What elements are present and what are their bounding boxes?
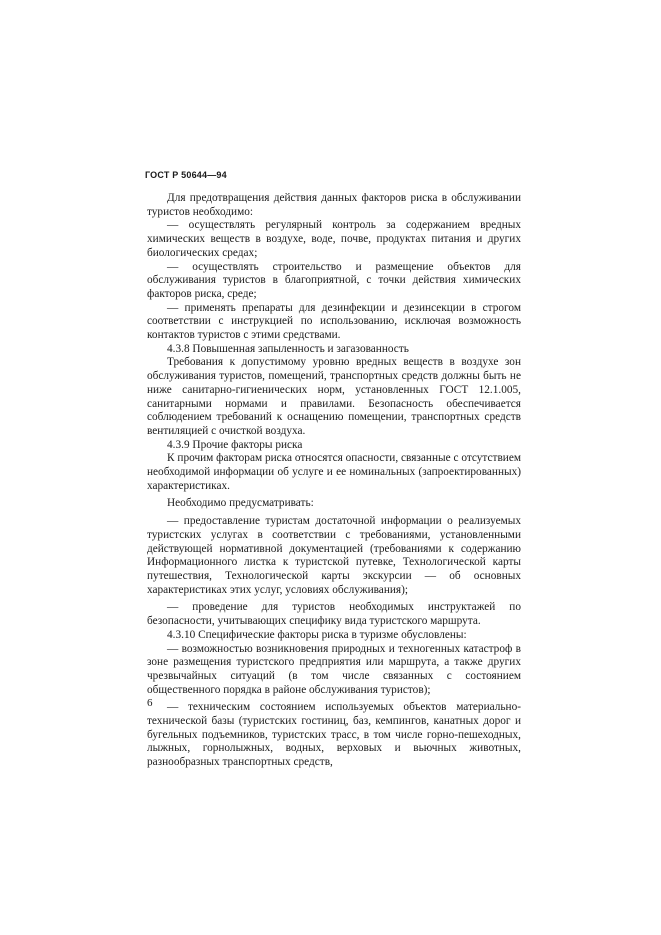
section-heading-4-3-8: 4.3.8 Повышенная запыленность и загазованность	[167, 342, 409, 355]
document-header: ГОСТ Р 50644—94	[145, 170, 227, 180]
list-item-catastrophes: — возможностью возникновения природных и техногенных катастроф в зоне размещения туристского предприятия или маршрута, а также других чрезвычайных ситуаций (в том числе связанных с состоянием общественного порядка в районе обслуживания туристов);	[147, 642, 521, 696]
list-item-control: — осуществлять регулярный контроль за содержанием вредных химических веществ в воздухе, воде, почве, продуктах питания и других биологических средах;	[147, 219, 521, 259]
list-item-disinfection: — применять препараты для дезинфекции и дезинсекции в строгом соответствии с инструкцией по использованию, исключая возможность контактов туристов с этими средствами.	[147, 301, 521, 342]
list-item-information: — предоставление туристам достаточной информации о реализуемых туристских услугах в соответствии с требованиями, установленными действующей нормативной документацией (требованиями к содержанию Информационного листка к туристской путевке, Технологической карты путешествия, Технологической карты экскурсии — об основных характеристиках этих услуг, условиях обслуживания);	[147, 515, 521, 596]
paragraph-must-provide: Необходимо предусматривать:	[167, 497, 314, 510]
list-item-technical-state: — техническим состоянием используемых объектов материально-технической базы (туристских гостиниц, баз, кемпингов, канатных дорог и бугельных подъемников, туристских трасс, в том числе горно-пешеходных, лыжных, горнолыжных, водных, верховых и вьючных животных, разнообразных транспортных средств,	[147, 701, 521, 769]
list-item-briefings: — проведение для туристов необходимых инструктажей по безопасности, учитывающих специфику вида туристского маршрута.	[147, 601, 521, 628]
paragraph-intro: Для предотвращения действия данных факторов риска в обслуживании туристов необходимо:	[147, 192, 521, 218]
section-heading-4-3-9: 4.3.9 Прочие факторы риска	[167, 438, 303, 451]
paragraph-other-factors: К прочим факторам риска относятся опасности, связанные с отсутствием необходимой информации об услуге и ее номинальных (запроектированных) характеристиках.	[147, 452, 521, 492]
document-body	[147, 192, 521, 770]
section-heading-4-3-10: 4.3.10 Специфические факторы риска в туризме обусловлены:	[167, 628, 467, 641]
list-item-construction: — осуществлять строительство и размещение объектов для обслуживания туристов в благоприятной, с точки действия химических факторов риска, среде;	[147, 260, 521, 300]
paragraph-air-requirements: Требования к допустимому уровню вредных веществ в воздухе зон обслуживания туристов, помещений, транспортных средств должны быть не ниже санитарно-гигиенических норм, установленных ГОСТ 12.1.005, санитарными нормами и правилами. Безопасность обеспечивается соблюдением требований к оснащению помещении, транспортных средств вентиляцией с очисткой воздуха.	[147, 356, 521, 437]
page-number: 6	[147, 697, 153, 709]
